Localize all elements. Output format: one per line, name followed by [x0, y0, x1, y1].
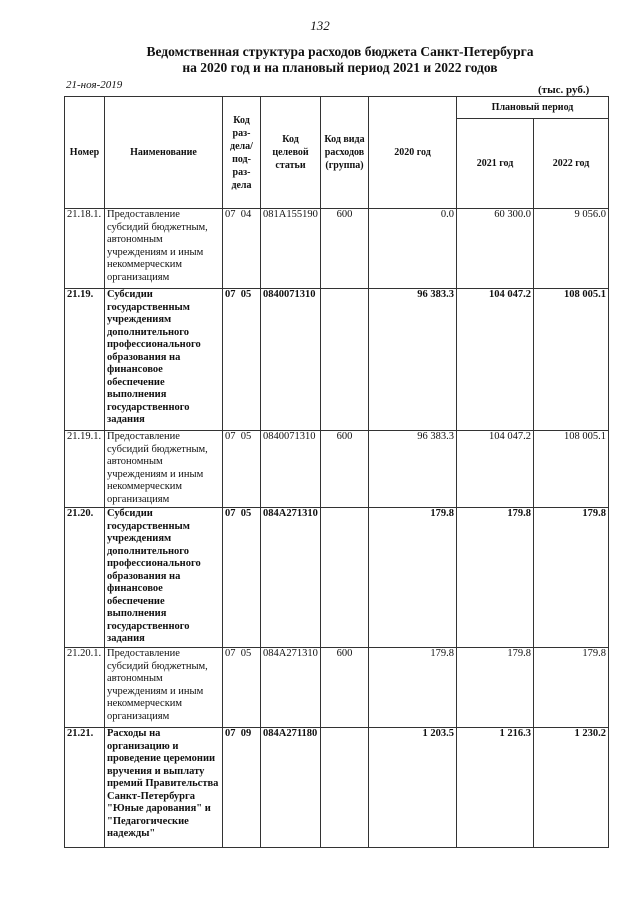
table-row	[65, 431, 609, 508]
row-2021: 104 047.2	[457, 289, 534, 431]
header-section: Код раз- дела/ под- раз- дела	[223, 97, 261, 209]
row-section-pr: 05	[240, 289, 252, 300]
row-section-rz: 07	[225, 431, 236, 442]
row-section-rz: 07	[225, 508, 236, 519]
row-2022: 1 230.2	[534, 728, 609, 848]
table-row	[65, 728, 609, 848]
row-target: 084A271310	[261, 508, 321, 648]
row-2020: 0.0	[369, 209, 457, 289]
header-name: Наименование	[105, 97, 223, 209]
row-name: Субсидии государственным учреждениям дополнительного профессионального образования на финансовое обеспечение выполнения государственного задания	[105, 289, 223, 431]
header-target: Код целевой статьи	[261, 97, 321, 209]
header-planned-period: Плановый период	[457, 97, 609, 119]
row-2022: 108 005.1	[534, 289, 609, 431]
row-2021: 1 216.3	[457, 728, 534, 848]
row-2021: 60 300.0	[457, 209, 534, 289]
row-2020: 179.8	[369, 648, 457, 728]
row-2021: 104 047.2	[457, 431, 534, 508]
row-target: 0840071310	[261, 431, 321, 508]
row-2020: 1 203.5	[369, 728, 457, 848]
row-name: Расходы на организацию и проведение церемонии вручения и выплату премий Правительства Санкт-Петербурга "Юные дарования" и "Педагогические надежды"	[105, 728, 223, 848]
row-target: 081A155190	[261, 209, 321, 289]
row-expense-type: 600	[321, 431, 369, 508]
header-expense-type: Код вида расходов (группа)	[321, 97, 369, 209]
title-line-1: Ведомственная структура расходов бюджета Санкт-Петербурга	[146, 44, 534, 59]
row-name: Предоставление субсидий бюджетным, автономным учреждениям и иным некоммерческим организациям	[105, 648, 223, 728]
header-year-2021: 2021 год	[457, 119, 534, 209]
row-section-pr: 05	[240, 431, 252, 442]
title-line-2: на 2020 год и на плановый период 2021 и 2022 годов	[182, 60, 498, 75]
header-year-2022: 2022 год	[534, 119, 609, 209]
row-expense-type: 600	[321, 209, 369, 289]
row-2022: 179.8	[534, 648, 609, 728]
row-name: Предоставление субсидий бюджетным, автономным учреждениям и иным некоммерческим организациям	[105, 209, 223, 289]
row-section-pr: 05	[240, 508, 252, 519]
row-number: 21.21.	[65, 728, 105, 848]
row-target: 0840071310	[261, 289, 321, 431]
row-target: 084A271180	[261, 728, 321, 848]
row-section	[223, 508, 261, 648]
row-section	[223, 648, 261, 728]
row-section	[223, 209, 261, 289]
row-section-rz: 07	[225, 289, 236, 300]
row-2021: 179.8	[457, 508, 534, 648]
table-row	[65, 508, 609, 648]
row-2020: 179.8	[369, 508, 457, 648]
row-section-pr: 09	[240, 728, 252, 739]
row-number: 21.19.	[65, 289, 105, 431]
row-2021: 179.8	[457, 648, 534, 728]
row-expense-type: 600	[321, 648, 369, 728]
row-number: 21.19.1.	[65, 431, 105, 508]
row-2022: 9 056.0	[534, 209, 609, 289]
table-row	[65, 648, 609, 728]
row-number: 21.20.1.	[65, 648, 105, 728]
document-date: 21-ноя-2019	[66, 79, 123, 91]
row-2020: 96 383.3	[369, 431, 457, 508]
row-number: 21.20.	[65, 508, 105, 648]
row-2020: 96 383.3	[369, 289, 457, 431]
row-section	[223, 728, 261, 848]
row-section	[223, 289, 261, 431]
row-expense-type	[321, 728, 369, 848]
row-section-pr: 04	[240, 209, 252, 220]
row-name: Субсидии государственным учреждениям дополнительного профессионального образования на финансовое обеспечение выполнения государственного задания	[105, 508, 223, 648]
table-row	[65, 289, 609, 431]
header-year-2020: 2020 год	[369, 97, 457, 209]
header-number: Номер	[65, 97, 105, 209]
row-expense-type	[321, 508, 369, 648]
row-section-rz: 07	[225, 648, 236, 659]
row-section-rz: 07	[225, 209, 236, 220]
row-section-rz: 07	[225, 728, 236, 739]
row-2022: 179.8	[534, 508, 609, 648]
page-number: 132	[310, 18, 330, 33]
row-expense-type	[321, 289, 369, 431]
row-number: 21.18.1.	[65, 209, 105, 289]
row-section	[223, 431, 261, 508]
row-target: 084A271310	[261, 648, 321, 728]
units-label: (тыс. руб.)	[538, 84, 590, 96]
budget-table	[64, 96, 609, 848]
row-2022: 108 005.1	[534, 431, 609, 508]
document-title	[100, 44, 580, 76]
row-name: Предоставление субсидий бюджетным, автономным учреждениям и иным некоммерческим организациям	[105, 431, 223, 508]
row-section-pr: 05	[240, 648, 252, 659]
table-row	[65, 209, 609, 289]
